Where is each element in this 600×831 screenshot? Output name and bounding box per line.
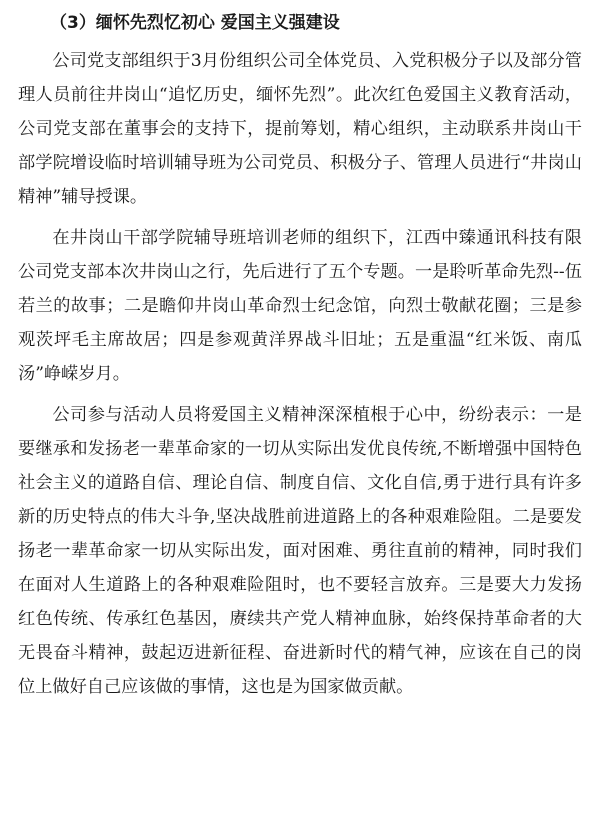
- section-heading: （3）缅怀先烈忆初心 爱国主义强建设: [50, 13, 340, 33]
- paragraph-2: 在井岗山干部学院辅导班培训老师的组织下，江西中臻通讯科技有限公司党支部本次井岗山之行，先后进行了五个专题。一是聆听革命先烈--伍若兰的故事；二是瞻仰井岗山革命烈士纪念馆，向烈士敬献花圈；三是参观茨坪毛主席故居；四是参观黄洋界战斗旧址；五是重温“红米饭、南瓜汤”峥嵘岁月。: [18, 228, 582, 384]
- paragraph-1: 公司党支部组织于3月份组织公司全体党员、入党积极分子以及部分管理人员前往井岗山“追忆历史，缅怀先烈”。此次红色爱国主义教育活动，公司党支部在董事会的支持下，提前筹划，精心组织，主动联系井岗山干部学院增设临时培训辅导班为公司党员、积极分子、管理人员进行“井岗山精神”辅导授课。: [18, 51, 582, 207]
- paragraph-3: 公司参与活动人员将爱国主义精神深深植根于心中，纷纷表示：一是要继承和发扬老一辈革命家的一切从实际出发优良传统,不断增强中国特色社会主义的道路自信、理论自信、制度自信、文化自信,勇于进行具有许多新的历史特点的伟大斗争,坚决战胜前进道路上的各种艰难险阻。二是要发扬老一辈革命家一切从实际出发，面对困难、勇往直前的精神，同时我们在面对人生道路上的各种艰难险阻时，也不要轻言放弃。三是要大力发扬红色传统、传承红色基因，赓续共产党人精神血脉，始终保持革命者的大无畏奋斗精神，鼓起迈进新征程、奋进新时代的精气神，应该在自己的岗位上做好自己应该做的事情，这也是为国家做贡献。: [18, 405, 582, 697]
